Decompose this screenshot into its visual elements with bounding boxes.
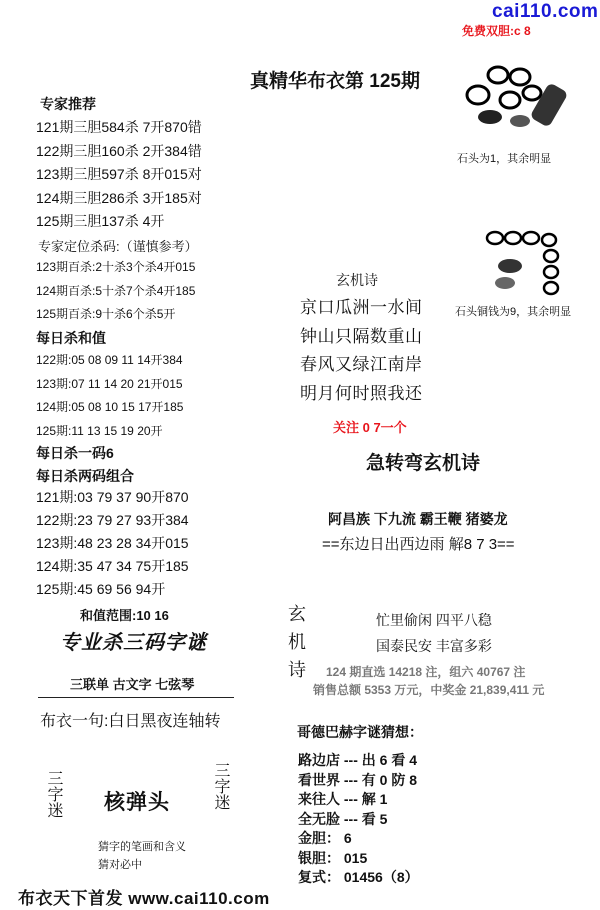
poem-line: 明月何时照我还 xyxy=(300,383,423,403)
list-item: 124期:35 47 34 75开185 xyxy=(36,558,189,574)
draw-result-line: 销售总额 5353 万元，中奖金 21,839,411 元 xyxy=(313,683,545,697)
poem-line: 钟山只隔数重山 xyxy=(300,326,423,346)
poem-line: 春风又绿江南岸 xyxy=(300,355,423,374)
picture-caption: 石头为1，其余明显 xyxy=(457,153,552,165)
daily-sum-heading: 每日杀和值 xyxy=(36,330,106,346)
list-item: 123期三胆597杀 8开015对 xyxy=(36,166,202,182)
list-item: 金胆： 6 xyxy=(298,830,352,846)
sum-range: 和值范围:10 16 xyxy=(80,608,169,623)
position-kill-heading: 专家定位杀码:（谨慎参考） xyxy=(38,239,198,254)
poem-line: 京口瓜洲一水间 xyxy=(300,298,423,317)
list-item: 看世界 --- 有 0 防 8 xyxy=(298,771,418,788)
daily-sum-list xyxy=(36,351,183,445)
list-item: 124期百杀:5十杀7个杀4开185 xyxy=(36,283,196,298)
list-item: 123期百杀:2十杀3个杀4开015 xyxy=(36,260,196,274)
gdb-riddle-list xyxy=(298,750,419,887)
list-item: 全无脸 --- 看 5 xyxy=(298,810,388,827)
list-item: 122期三胆160杀 2开384错 xyxy=(36,142,202,159)
list-item: 122期:23 79 27 93开384 xyxy=(36,512,189,528)
list-item: 来往人 --- 解 1 xyxy=(298,791,388,807)
list-item: 124期:05 08 10 15 17开185 xyxy=(36,400,184,414)
list-item: 123期:48 23 28 34开015 xyxy=(36,535,189,551)
footer-site: 布衣天下首发 www.cai110.com xyxy=(18,889,270,908)
expert-recommend-list xyxy=(36,117,202,235)
list-item: 路边店 --- 出 6 看 4 xyxy=(298,752,418,768)
gdb-riddle-heading: 哥德巴赫字谜猜想： xyxy=(297,724,423,740)
pro-kill-title: 专业杀三码字谜 xyxy=(60,630,207,654)
daily-kill-two-list xyxy=(36,487,189,602)
poem-heading: 玄机诗 xyxy=(336,272,378,288)
draw-result-line: 124 期直选 14218 注，组六 40767 注 xyxy=(326,665,526,679)
picture-caption: 石头铜钱为9，其余明显 xyxy=(455,306,572,318)
list-item: 125期三胆137杀 4开 xyxy=(36,213,165,229)
list-item: 125期百杀:9十杀6个杀5开 xyxy=(36,307,176,321)
riddle-note: 猜字的笔画和含义 xyxy=(98,841,186,853)
poem2-line: 忙里偷闲 四平八稳 xyxy=(376,612,492,628)
copper-coins-picture xyxy=(485,228,565,298)
daily-kill-two-heading: 每日杀两码组合 xyxy=(36,468,134,484)
list-item: 121期:03 79 37 90开870 xyxy=(36,489,189,505)
list-item: 123期:07 11 14 20 21开015 xyxy=(36,376,183,391)
turn-poem-line: 阿昌族 下九流 霸王鞭 猪婆龙 xyxy=(328,511,508,527)
page-title: 真精华布衣第 125期 xyxy=(250,71,420,92)
free-pick-badge: 免费双胆:c 8 xyxy=(462,24,531,38)
position-kill-list xyxy=(36,258,195,329)
list-item: 121期三胆584杀 7开870错 xyxy=(36,119,202,135)
turn-poem-line: ==东边日出西边雨 解8 7 3== xyxy=(322,536,515,553)
buyi-line: 布衣一句:白日黑夜连轴转 xyxy=(40,713,221,730)
list-item: 124期三胆286杀 3开185对 xyxy=(36,189,202,206)
riddle-note: 猜对必中 xyxy=(98,859,142,871)
turn-poem-title: 急转弯玄机诗 xyxy=(366,453,481,474)
daily-kill-one: 每日杀一码6 xyxy=(36,445,114,461)
pro-kill-subtitle: 三联单 古文字 七弦琴 xyxy=(70,677,195,692)
poem2-line: 国泰民安 丰富多彩 xyxy=(376,638,492,654)
focus-notice: 关注 0 7一个 xyxy=(333,420,407,435)
poem2-label: 玄机诗 xyxy=(286,604,306,688)
list-item: 125期:11 13 15 19 20开 xyxy=(36,423,163,438)
list-item: 122期:05 08 09 11 14开384 xyxy=(36,353,183,367)
divider xyxy=(38,697,234,698)
expert-recommend-heading: 专家推荐 xyxy=(40,96,96,112)
coins-stones-picture xyxy=(460,55,570,145)
riddle-label-right: 三字迷 xyxy=(212,762,229,810)
site-logo: cai110.com xyxy=(492,1,599,22)
riddle-label-left: 三字迷 xyxy=(45,770,62,818)
list-item: 银胆： 015 xyxy=(298,849,368,866)
riddle-answer: 核弹头 xyxy=(104,791,170,814)
list-item: 复式： 01456（8） xyxy=(298,869,419,885)
list-item: 125期:45 69 56 94开 xyxy=(36,581,166,597)
poem-lines xyxy=(300,293,423,407)
